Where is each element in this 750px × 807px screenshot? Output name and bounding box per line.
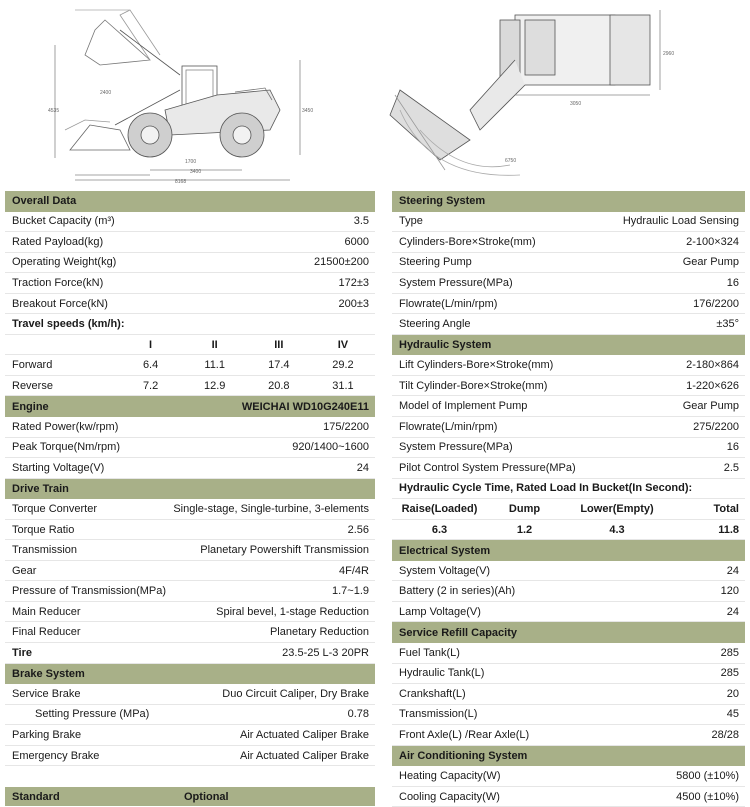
- spec-label: Flowrate(L/min/rpm): [399, 420, 498, 433]
- spec-label: Steering Pump: [399, 256, 472, 269]
- spec-row: [392, 294, 745, 315]
- spec-value: 285: [720, 646, 739, 659]
- spec-row: [5, 684, 375, 705]
- spec-label: System Pressure(MPa): [399, 276, 513, 289]
- spec-label: Emergency Brake: [12, 749, 100, 762]
- spec-label: Bucket Capacity (m³): [12, 215, 115, 228]
- svg-text:6750: 6750: [505, 158, 517, 164]
- spec-row: [5, 705, 375, 726]
- spec-value: 120: [720, 585, 739, 598]
- spec-value: 6000: [344, 235, 369, 248]
- spec-row: [392, 725, 745, 746]
- spec-label: Service Brake: [12, 687, 81, 700]
- spec-label: Tilt Cylinder-Bore×Stroke(mm): [399, 379, 548, 392]
- spec-value: 24: [726, 605, 739, 618]
- service-refill-header: Service Refill Capacity: [392, 622, 745, 643]
- spec-label: Type: [399, 215, 423, 228]
- spec-row: [5, 602, 375, 623]
- spec-row: [392, 561, 745, 582]
- svg-text:8168: 8168: [175, 179, 187, 185]
- spec-row: [392, 602, 745, 623]
- spec-row: [5, 561, 375, 582]
- spec-label: Cooling Capacity(W): [399, 790, 500, 803]
- spec-label: Heating Capacity(W): [399, 770, 501, 783]
- spec-row: [5, 458, 375, 479]
- spec-value: Planetary Powershift Transmission: [200, 544, 369, 557]
- travel-speeds-label: Travel speeds (km/h):: [5, 314, 375, 335]
- spec-label: Rated Power(kw/rpm): [12, 420, 119, 433]
- spec-label: Torque Ratio: [12, 523, 75, 536]
- spec-label: Transmission: [12, 544, 77, 557]
- standard-optional-footer: Standard Optional: [5, 787, 375, 806]
- spec-row: [392, 643, 745, 664]
- spec-value: Single-stage, Single-turbine, 3-elements: [173, 502, 369, 515]
- spec-label: Operating Weight(kg): [12, 256, 117, 269]
- spec-value: Duo Circuit Caliper, Dry Brake: [222, 687, 369, 700]
- spec-label: Crankshaft(L): [399, 687, 466, 700]
- svg-text:2960: 2960: [663, 51, 675, 57]
- spec-row: [392, 705, 745, 726]
- spec-label: Lamp Voltage(V): [399, 605, 481, 618]
- spec-row: [392, 232, 745, 253]
- technical-drawings: [0, 0, 750, 190]
- spec-row: [392, 438, 745, 459]
- spec-row: [5, 438, 375, 459]
- spec-label: System Voltage(V): [399, 564, 491, 577]
- spec-row: [5, 725, 375, 746]
- spec-label: Cylinders-Bore×Stroke(mm): [399, 235, 536, 248]
- hydraulic-system-header: Hydraulic System: [392, 335, 745, 356]
- spec-row: [392, 396, 745, 417]
- spec-label: Final Reducer: [12, 626, 81, 639]
- spec-row: [392, 766, 745, 787]
- spec-label: Model of Implement Pump: [399, 400, 528, 413]
- spec-value: 4F/4R: [339, 564, 369, 577]
- spec-value: 16: [726, 276, 739, 289]
- spec-value: Gear Pump: [682, 256, 739, 269]
- air-conditioning-header: Air Conditioning System: [392, 746, 745, 767]
- spec-label: Setting Pressure (MPa): [35, 708, 150, 721]
- top-view-drawing: [390, 10, 660, 175]
- spec-label: Rated Payload(kg): [12, 235, 104, 248]
- spec-value: 1-220×626: [686, 379, 739, 392]
- svg-text:3400: 3400: [190, 169, 202, 175]
- side-view-drawing: [55, 10, 300, 180]
- spec-label: Peak Torque(Nm/rpm): [12, 441, 120, 454]
- spec-row: [5, 622, 375, 643]
- spec-label: Transmission(L): [399, 708, 478, 721]
- svg-text:3450: 3450: [302, 108, 314, 114]
- spec-label: Lift Cylinders-Bore×Stroke(mm): [399, 359, 554, 372]
- svg-text:3050: 3050: [570, 101, 582, 107]
- spec-value: 1.7~1.9: [331, 585, 369, 598]
- spec-value: 200±3: [338, 297, 369, 310]
- spec-row: [392, 417, 745, 438]
- cycle-time-label: Hydraulic Cycle Time, Rated Load In Bucket(In Second):: [392, 479, 745, 500]
- spec-value: 920/1400~1600: [292, 441, 369, 454]
- spec-label: Starting Voltage(V): [12, 461, 105, 474]
- brake-system-header: Brake System: [5, 664, 375, 685]
- spec-value: 2.56: [347, 523, 369, 536]
- spec-row: [5, 417, 375, 438]
- spec-value: 5800 (±10%): [676, 770, 739, 783]
- spec-label: Gear: [12, 564, 37, 577]
- spec-value: Planetary Reduction: [269, 626, 369, 639]
- left-spec-column: [5, 191, 375, 766]
- spec-value: Gear Pump: [682, 400, 739, 413]
- svg-text:4535: 4535: [48, 108, 60, 114]
- spec-row: [392, 273, 745, 294]
- spec-row: [392, 684, 745, 705]
- spec-value: 2-180×864: [686, 359, 739, 372]
- drive-train-header: Drive Train: [5, 479, 375, 500]
- spec-row: [392, 253, 745, 274]
- spec-label: Battery (2 in series)(Ah): [399, 585, 516, 598]
- spec-row: [5, 520, 375, 541]
- spec-row: [392, 458, 745, 479]
- spec-row: [392, 355, 745, 376]
- spec-label: Main Reducer: [12, 605, 81, 618]
- spec-value: Air Actuated Caliper Brake: [239, 728, 369, 741]
- spec-value: 172±3: [338, 276, 369, 289]
- spec-value: 2-100×324: [686, 235, 739, 248]
- spec-value: 175/2200: [323, 420, 369, 433]
- engine-header: Engine WEICHAI WD10G240E11: [5, 396, 375, 417]
- spec-value: 24: [356, 461, 369, 474]
- spec-label: Flowrate(L/min/rpm): [399, 297, 498, 310]
- spec-row: [392, 376, 745, 397]
- spec-value: 285: [720, 667, 739, 680]
- spec-value: 3.5: [353, 215, 369, 228]
- spec-value: 21500±200: [314, 256, 369, 269]
- spec-value: Hydraulic Load Sensing: [622, 215, 739, 228]
- overall-data-header: Overall Data: [5, 191, 375, 212]
- spec-row: [5, 273, 375, 294]
- spec-label: Breakout Force(kN): [12, 297, 108, 310]
- reverse-speed-row: Reverse 7.2 12.9 20.8 31.1: [5, 376, 375, 397]
- spec-label: Steering Angle: [399, 318, 471, 331]
- steering-system-header: Steering System: [392, 191, 745, 212]
- spec-row: [392, 581, 745, 602]
- spec-label: Hydraulic Tank(L): [399, 667, 485, 680]
- spec-label: Front Axle(L) /Rear Axle(L): [399, 728, 530, 741]
- forward-speed-row: Forward 6.4 11.1 17.4 29.2: [5, 355, 375, 376]
- spec-row: [5, 232, 375, 253]
- spec-value: Air Actuated Caliper Brake: [239, 749, 369, 762]
- spec-row: [5, 581, 375, 602]
- spec-row: [5, 540, 375, 561]
- spec-row: [392, 787, 745, 807]
- electrical-system-header: Electrical System: [392, 540, 745, 561]
- spec-row: [5, 746, 375, 767]
- spec-value: Spiral bevel, 1-stage Reduction: [216, 605, 369, 618]
- spec-row: [392, 664, 745, 685]
- spec-row-tire: Tire 23.5-25 L-3 20PR: [5, 643, 375, 664]
- spec-value: 20: [726, 687, 739, 700]
- spec-value: 16: [726, 441, 739, 454]
- spec-value: 275/2200: [693, 420, 739, 433]
- spec-label: Fuel Tank(L): [399, 646, 460, 659]
- spec-value: 2.5: [723, 461, 739, 474]
- spec-label: System Pressure(MPa): [399, 441, 513, 454]
- spec-row: [392, 314, 745, 335]
- spec-label: Traction Force(kN): [12, 276, 104, 289]
- spec-value: 176/2200: [693, 297, 739, 310]
- gear-header-row: I II III IV: [5, 335, 375, 356]
- spec-row: [392, 212, 745, 233]
- cycle-time-values-row: 6.3 1.2 4.3 11.8: [392, 520, 745, 541]
- svg-text:1700: 1700: [185, 159, 197, 165]
- right-spec-column: [392, 191, 745, 807]
- spec-label: Torque Converter: [12, 502, 97, 515]
- spec-value: 24: [726, 564, 739, 577]
- cycle-time-header-row: Raise(Loaded) Dump Lower(Empty) Total: [392, 499, 745, 520]
- spec-value: 4500 (±10%): [676, 790, 739, 803]
- spec-value: 45: [726, 708, 739, 721]
- spec-label: Pressure of Transmission(MPa): [12, 585, 167, 598]
- spec-value: ±35°: [716, 318, 739, 331]
- svg-text:2400: 2400: [100, 90, 112, 96]
- spec-row: [5, 212, 375, 233]
- spec-row: [5, 294, 375, 315]
- spec-value: 0.78: [347, 708, 369, 721]
- spec-row: [5, 499, 375, 520]
- spec-label: Parking Brake: [12, 728, 82, 741]
- spec-label: Pilot Control System Pressure(MPa): [399, 461, 576, 474]
- spec-row: [5, 253, 375, 274]
- spec-value: 28/28: [711, 728, 739, 741]
